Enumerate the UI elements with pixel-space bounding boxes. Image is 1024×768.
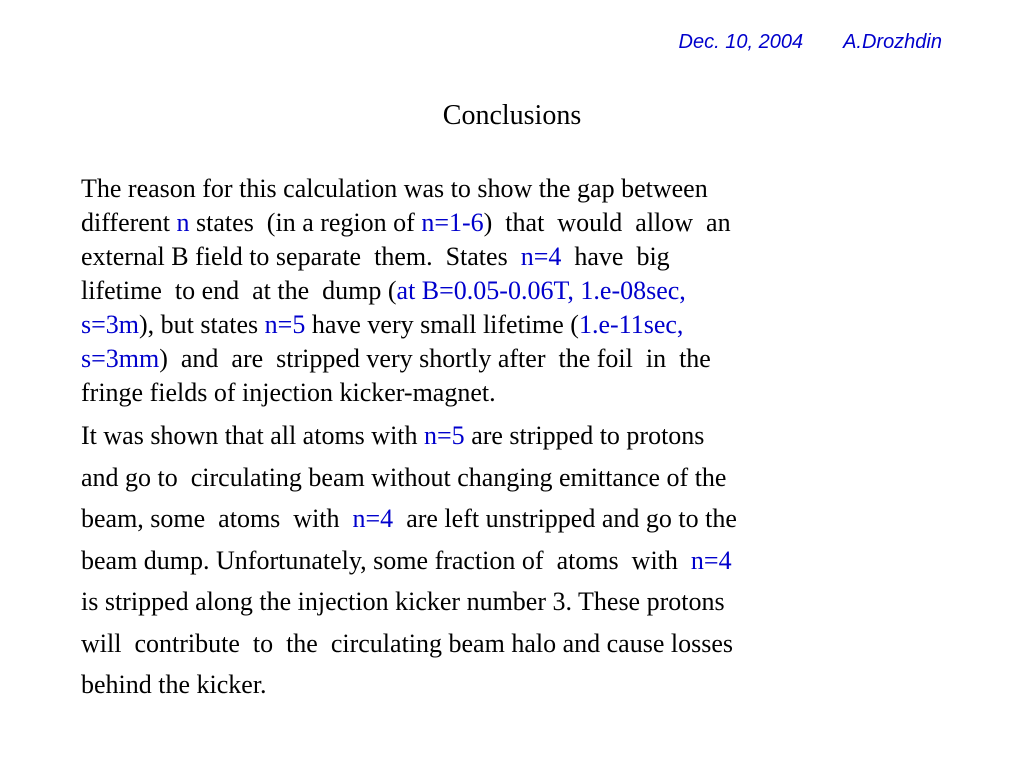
highlight-text: n=4 [520,242,562,271]
conclusion-paragraph-2 [81,415,961,706]
paragraph-text: ) and are stripped very shortly after the foil in the fringe fields of injection kicker-magnet. [81,344,711,407]
paragraph-text: ) that would allow an external B field to separate them. States [81,208,731,271]
highlight-text: n=4 [690,545,732,575]
highlight-text: n=4 [352,504,394,533]
paragraph-text: have big lifetime to end at the dump ( [81,242,670,305]
header-date: Dec. 10, 2004 [678,31,804,53]
paragraph-text: states (in a region of [189,208,422,237]
paragraph-text: It was shown that all atoms with [81,421,425,450]
paragraph-text: are stripped to protons and go to circulating beam without changing emittance of the beam, some atoms with [81,421,727,533]
highlight-text: 1.e-11sec, s=3mm [81,310,684,373]
highlight-text: n=1-6 [421,208,484,237]
slide-header [679,31,942,54]
paragraph-text: ), but states [139,310,265,339]
paragraph-text: are left unstripped and go to the beam dump. Unfortunately, some fraction of atoms with [81,504,737,575]
conclusion-paragraph-1 [81,172,961,410]
slide-title: Conclusions [442,100,582,131]
highlight-text: n [176,208,190,237]
header-author: A.Drozhdin [843,31,942,53]
highlight-text: n=5 [264,310,306,339]
paragraph-text: is stripped along the injection kicker number 3. These protons will contribute to the circulating beam halo and cause losses behind the kicker. [81,587,733,699]
highlight-text: n=5 [424,421,465,450]
paragraph-text: have very small lifetime ( [305,310,579,339]
paragraph-text: The reason for this calculation was to show the gap between different [81,174,708,237]
highlight-text: at B=0.05-0.06T, 1.e-08sec, s=3m [81,276,686,339]
